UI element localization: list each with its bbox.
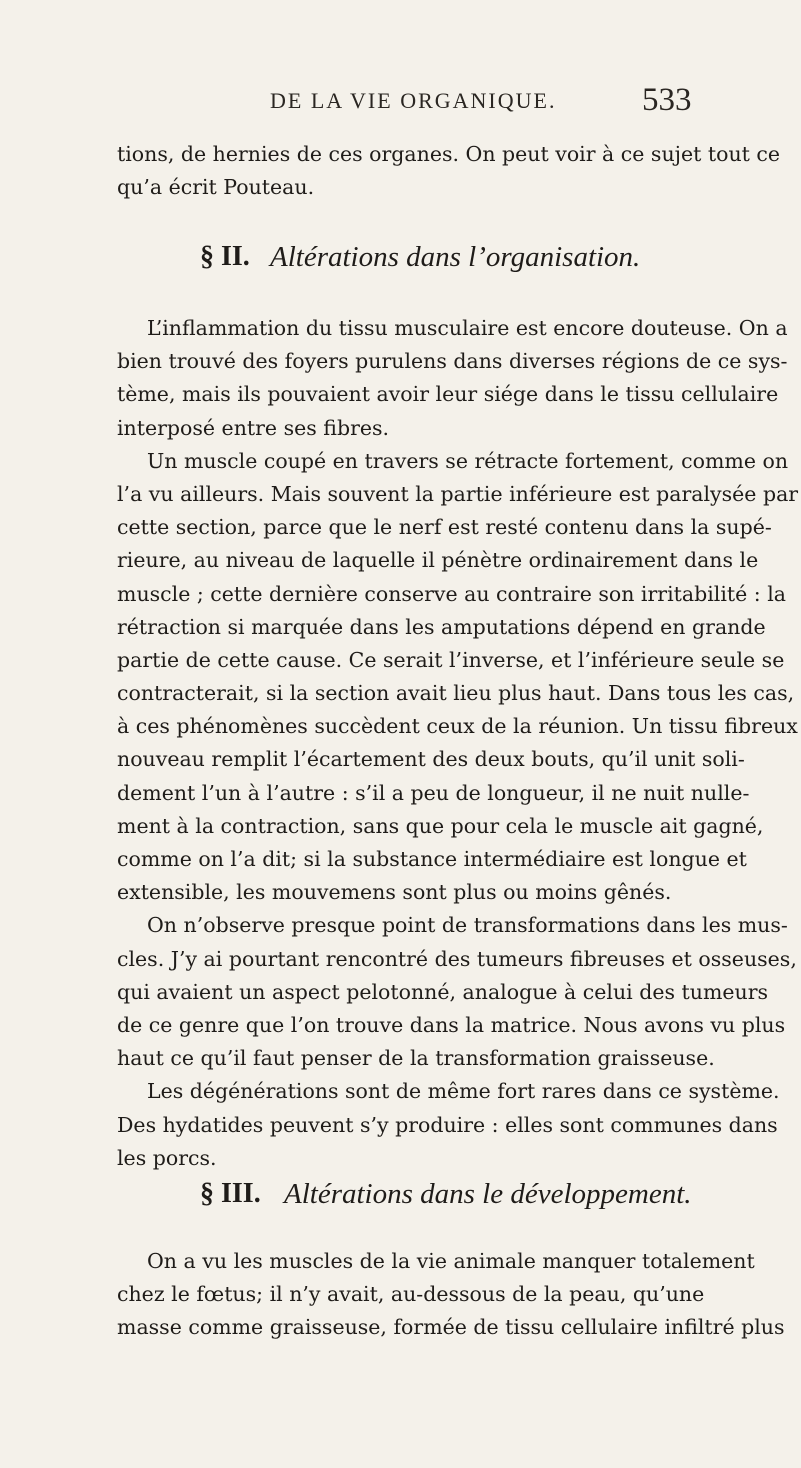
text-line: haut ce qu’il faut penser de la transformation graisseuse. bbox=[117, 1046, 715, 1071]
text-line: interposé entre ses fibres. bbox=[117, 415, 390, 440]
text-line: de ce genre que l’on trouve dans la matrice. Nous avons vu plus bbox=[117, 1012, 786, 1037]
text-line: On n’observe presque point de transformations dans les mus- bbox=[147, 913, 788, 938]
text-line: chez le fœtus; il n’y avait, au-dessous de la peau, qu’une bbox=[117, 1282, 705, 1307]
text-line: qu’a écrit Pouteau. bbox=[117, 175, 315, 200]
text-line: On a vu les muscles de la vie animale manquer totalement bbox=[147, 1249, 755, 1273]
page-number: 533 bbox=[642, 82, 692, 118]
text-line: l’a vu ailleurs. Mais souvent la partie inférieure est paralysée par bbox=[117, 481, 799, 506]
text-line: rieure, au niveau de laquelle il pénètre ordinairement dans le bbox=[117, 548, 759, 573]
text-line: partie de cette cause. Ce serait l’inverse, et l’inférieure seule se bbox=[117, 647, 785, 672]
text-line: Des hydatides peuvent s’y produire : elles sont communes dans bbox=[117, 1112, 778, 1137]
text-line: L’inflammation du tissu musculaire est encore douteuse. On a bbox=[147, 316, 788, 340]
text-line: rétraction si marquée dans les amputations dépend en grande bbox=[117, 614, 766, 639]
text-line: Un muscle coupé en travers se rétracte fortement, comme on bbox=[147, 448, 789, 473]
section-title: Altérations dans le développement. bbox=[284, 1178, 692, 1210]
text-line: les porcs. bbox=[117, 1145, 217, 1170]
text-line: extensible, les mouvemens sont plus ou moins gênés. bbox=[117, 880, 672, 905]
text-line: ment à la contraction, sans que pour cela le muscle ait gagné, bbox=[117, 813, 764, 838]
text-line: cles. J’y ai pourtant rencontré des tumeurs fibreuses et osseuses, bbox=[117, 946, 797, 971]
text-line: masse comme graisseuse, formée de tissu cellulaire infiltré plus bbox=[117, 1315, 785, 1340]
section-number: § III. bbox=[200, 1178, 261, 1209]
running-head bbox=[0, 84, 801, 124]
text-line: bien trouvé des foyers purulens dans diverses régions de ce sys- bbox=[117, 349, 788, 374]
section-number: § II. bbox=[200, 241, 250, 272]
section-heading-3 bbox=[0, 1178, 801, 1218]
running-title: DE LA VIE ORGANIQUE. bbox=[270, 88, 557, 113]
paragraph-block-3 bbox=[117, 1245, 785, 1345]
text-line: Les dégénérations sont de même fort rares dans ce système. bbox=[147, 1079, 780, 1104]
section-title: Altérations dans l’organisation. bbox=[270, 241, 641, 273]
text-line: nouveau remplit l’écartement des deux bouts, qu’il unit soli- bbox=[117, 747, 745, 772]
text-line: muscle ; cette dernière conserve au contraire son irritabilité : la bbox=[117, 581, 786, 606]
text-line: à ces phénomènes succèdent ceux de la réunion. Un tissu fibreux bbox=[117, 714, 798, 739]
paragraph-block-1 bbox=[117, 138, 781, 204]
text-line: dement l’un à l’autre : s’il a peu de longueur, il ne nuit nulle- bbox=[117, 780, 750, 805]
text-line: qui avaient un aspect pelotonné, analogue à celui des tumeurs bbox=[117, 979, 769, 1004]
paragraph-block-2 bbox=[117, 312, 799, 1175]
text-line: cette section, parce que le nerf est resté contenu dans la supé- bbox=[117, 515, 772, 540]
text-line: tions, de hernies de ces organes. On peut voir à ce sujet tout ce bbox=[117, 142, 781, 166]
text-line: contracterait, si la section avait lieu plus haut. Dans tous les cas, bbox=[117, 681, 795, 706]
section-heading-2 bbox=[0, 241, 801, 281]
text-line: tème, mais ils pouvaient avoir leur siége dans le tissu cellulaire bbox=[117, 382, 779, 407]
text-line: comme on l’a dit; si la substance intermédiaire est longue et bbox=[117, 847, 747, 871]
